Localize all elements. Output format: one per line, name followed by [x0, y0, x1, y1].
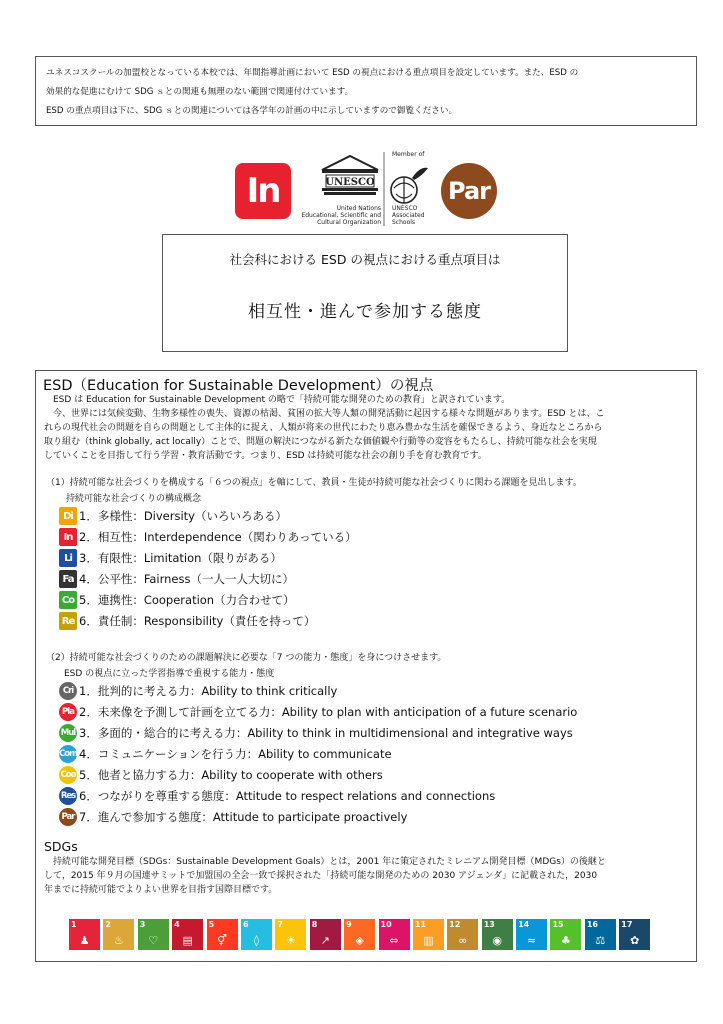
esd-main-box	[35, 370, 697, 962]
di-badge-icon: Di	[59, 507, 77, 525]
list-item	[59, 506, 287, 526]
list-item	[59, 590, 295, 610]
sdg-glyph-icon: ♨	[113, 934, 124, 947]
list-item-text: 3．多面的・総合的に考える力：Ability to think in multidimensional and integrative ways	[79, 726, 573, 740]
sdg-glyph-icon: ◉	[492, 934, 502, 947]
sdg-goal-9-icon	[344, 919, 375, 950]
list-item	[59, 611, 315, 631]
esd-line: ESD は Education for Sustainable Development の略で「持続可能な開発のための教育」と訳されています。	[53, 395, 511, 405]
sdg-number: 14	[518, 920, 530, 929]
un-line: Educational, Scientific and	[301, 212, 381, 219]
intro-line: 効果的な促進にむけて SDG ｓとの関連も無理のない範囲で関連付けています。	[46, 87, 354, 97]
sdg-number: 6	[242, 920, 249, 929]
member-of-label: Member of	[392, 151, 425, 158]
sdg-goal-4-icon	[172, 919, 203, 950]
sdg-glyph-icon: ◊	[253, 934, 260, 947]
sdg-number: 4	[174, 920, 180, 929]
pla-badge-icon: Pla	[59, 703, 77, 721]
schools-line: Schools	[392, 219, 416, 226]
sdg-glyph-icon: ∞	[458, 934, 468, 947]
esd-line: していくことを目指して行う学習・教育活動です。つまり、ESD は持続可能な社会の創り手を育む教育です。	[44, 451, 487, 461]
sdg-number: 7	[277, 920, 283, 929]
list-item-text: 2．未来像を予測して計画を立てる力：Ability to plan with anticipation of a future scenario	[79, 705, 578, 719]
list-item-text: 5．他者と協力する力：Ability to cooperate with others	[79, 768, 383, 782]
sdg-glyph-icon: ⚖	[595, 934, 606, 947]
sdg-glyph-icon: ▥	[423, 934, 434, 947]
sdgs-paragraph	[44, 855, 694, 897]
re-badge-icon: Re	[59, 612, 77, 630]
focus-subtitle: 社会科における ESD の視点における重点項目は	[229, 252, 501, 267]
section1-heading: （1）持続可能な社会づくりを構成する「６つの視点」を軸にして、教員・生徒が持続可能な社会づくりに関わる課題を見出します。	[46, 478, 582, 488]
sdg-number: 17	[621, 920, 633, 929]
sdgs-line: して，2015 年９月の国連サミットで加盟国の全会一致で採択された「持続可能な開発のための 2030 アジェンダ」に記載された，2030	[44, 871, 598, 881]
sdgs-title: SDGs	[44, 839, 78, 854]
unesco-word: UNESCO	[325, 177, 375, 188]
sdg-glyph-icon: ◈	[355, 934, 364, 947]
esd-line: 取り組む（think globally, act locally）ことで、問題の解決につながる新たな価値観や行動等の変容をもたらし、持続可能な社会を実現	[44, 437, 597, 447]
esd-title: ESD（Education for Sustainable Development）の視点	[43, 378, 434, 394]
sdg-number: 1	[71, 920, 77, 929]
list-item-text: 3．有限性：Limitation（限りがある）	[79, 551, 282, 565]
un-line: Cultural Organization	[317, 219, 381, 226]
sdg-number: 11	[414, 920, 427, 929]
list-item-text: 1．批判的に考える力：Ability to think critically	[79, 684, 338, 698]
list-item-text: 5．連携性：Cooperation（力合わせて）	[79, 593, 295, 607]
sdg-icons-row	[69, 919, 650, 951]
in-badge-icon: In	[59, 528, 77, 546]
mul-badge-icon: Mul	[59, 724, 77, 742]
sdg-goal-8-icon	[310, 919, 341, 950]
sdg-number: 5	[208, 920, 215, 929]
schools-line: Associated	[392, 212, 425, 219]
participation-logo: Par	[441, 163, 497, 219]
sdg-number: 3	[139, 920, 146, 929]
sdg-number: 15	[552, 920, 564, 929]
li-badge-icon: Li	[59, 549, 77, 567]
intro-line: ESD の重点項目は下に、SDG ｓとの関連については各学年の計画の中に示していますので御覧ください。	[46, 106, 458, 116]
interdependence-logo: In	[235, 163, 291, 219]
sdg-goal-6-icon	[241, 919, 272, 950]
sdg-goal-7-icon	[275, 919, 306, 950]
esd-paragraph	[44, 393, 694, 463]
sdg-glyph-icon: ☀	[285, 934, 296, 947]
sdg-goal-17-icon	[619, 919, 650, 950]
sdg-goal-2-icon	[103, 919, 134, 950]
sdg-glyph-icon: ♡	[148, 934, 159, 947]
cri-badge-icon: Cri	[59, 682, 77, 700]
list-item	[59, 681, 337, 701]
list-item	[59, 807, 407, 827]
sdg-number: 10	[380, 920, 392, 929]
focus-main-text: 相互性・進んで参加する態度	[248, 302, 482, 322]
esd-line: 今、世界には気候変動、生物多様性の喪失、資源の枯渇、貧困の拡大等人類の開発活動に起因する様々な問題があります。ESD とは、こ	[53, 409, 605, 419]
list-item-text: 4．コミュニケーションを行う力：Ability to communicate	[79, 747, 392, 761]
sdg-goal-14-icon	[516, 919, 547, 950]
section2-heading: （2）持続可能な社会づくりのための課題解決に必要な「7 つの能力・態度」を身につけさせます。	[46, 653, 447, 663]
sdg-number: 8	[311, 920, 318, 929]
sdg-glyph-icon: ⚥	[217, 934, 228, 947]
list-item	[59, 723, 573, 743]
sdg-number: 9	[346, 920, 352, 929]
list-item	[59, 569, 294, 589]
sdg-goal-15-icon	[550, 919, 581, 950]
sdgs-line: 年までに持続可能でよりよい世界を目指す国際目標です。	[44, 885, 278, 895]
intro-line: ユネスコスクールの加盟校となっている本校では、年間指導計画において ESD の視点における重点項目を設定しています。また、ESD の	[46, 68, 579, 78]
sdg-goal-16-icon	[585, 919, 616, 950]
sdg-number: 16	[586, 920, 598, 929]
sdg-goal-13-icon	[482, 919, 513, 950]
esd-line: れらの現代社会の問題を自らの問題として主体的に捉え、人類が将来の世代にわたり恵み豊かな生活を確保できるよう、身近なところから	[44, 423, 603, 433]
sdgs-line: 持続可能な開発目標（SDGs：Sustainable Development Goals）とは，2001 年に策定されたミレニアム開発目標（MDGs）の後継と	[53, 857, 606, 867]
co-badge-icon: Co	[59, 591, 77, 609]
sdg-goal-11-icon	[413, 919, 444, 950]
sdg-number: 2	[105, 920, 111, 929]
list-item	[59, 765, 383, 785]
sdg-goal-10-icon	[379, 919, 410, 950]
intro-box	[35, 56, 697, 126]
sdg-number: 13	[483, 920, 495, 929]
sdg-glyph-icon: ⇔	[389, 934, 399, 947]
coo-badge-icon: Coo	[59, 766, 77, 784]
section1-subheading: 持続可能な社会づくりの構成概念	[66, 494, 202, 504]
focus-box	[162, 234, 568, 352]
list-item	[59, 527, 357, 547]
fa-badge-icon: Fa	[59, 570, 77, 588]
sdg-goal-5-icon	[207, 919, 238, 950]
sdg-glyph-icon: ✿	[630, 934, 640, 947]
sdg-glyph-icon: ↗	[320, 934, 330, 947]
unesco-logo	[300, 148, 436, 228]
un-line: United Nations	[336, 205, 381, 212]
res-badge-icon: Res	[59, 787, 77, 805]
list-item	[59, 786, 495, 806]
list-item-text: 4．公平性：Fairness（一人一人大切に）	[79, 572, 294, 586]
par-badge-icon: Par	[59, 808, 77, 826]
list-item	[59, 702, 577, 722]
list-item	[59, 744, 392, 764]
sdg-glyph-icon: ▤	[182, 934, 193, 947]
schools-line: UNESCO	[392, 205, 418, 212]
sdg-goal-12-icon	[447, 919, 478, 950]
list-item	[59, 548, 282, 568]
list-item-text: 6．責任制：Responsibility（責任を持って）	[79, 614, 316, 628]
sdg-goal-3-icon	[138, 919, 169, 950]
list-item-text: 7．進んで参加する態度：Attitude to participate proactively	[79, 810, 408, 824]
section2-subheading: ESD の視点に立った学習指導で重視する能力・態度	[64, 669, 275, 679]
sdg-glyph-icon: ♣	[561, 934, 571, 947]
list-item-text: 1．多様性：Diversity（いろいろある）	[79, 509, 287, 523]
sdg-glyph-icon: ♟	[79, 934, 90, 947]
sdg-goal-1-icon	[69, 919, 100, 950]
sdg-glyph-icon: ≈	[526, 934, 537, 947]
list-item-text: 2．相互性：Interdependence（関わりあっている）	[79, 530, 357, 544]
com-badge-icon: Com	[59, 745, 77, 763]
list-item-text: 6．つながりを尊重する態度：Attitude to respect relations and connections	[79, 789, 496, 803]
sdg-number: 12	[449, 920, 461, 929]
logo-strip	[0, 138, 723, 226]
